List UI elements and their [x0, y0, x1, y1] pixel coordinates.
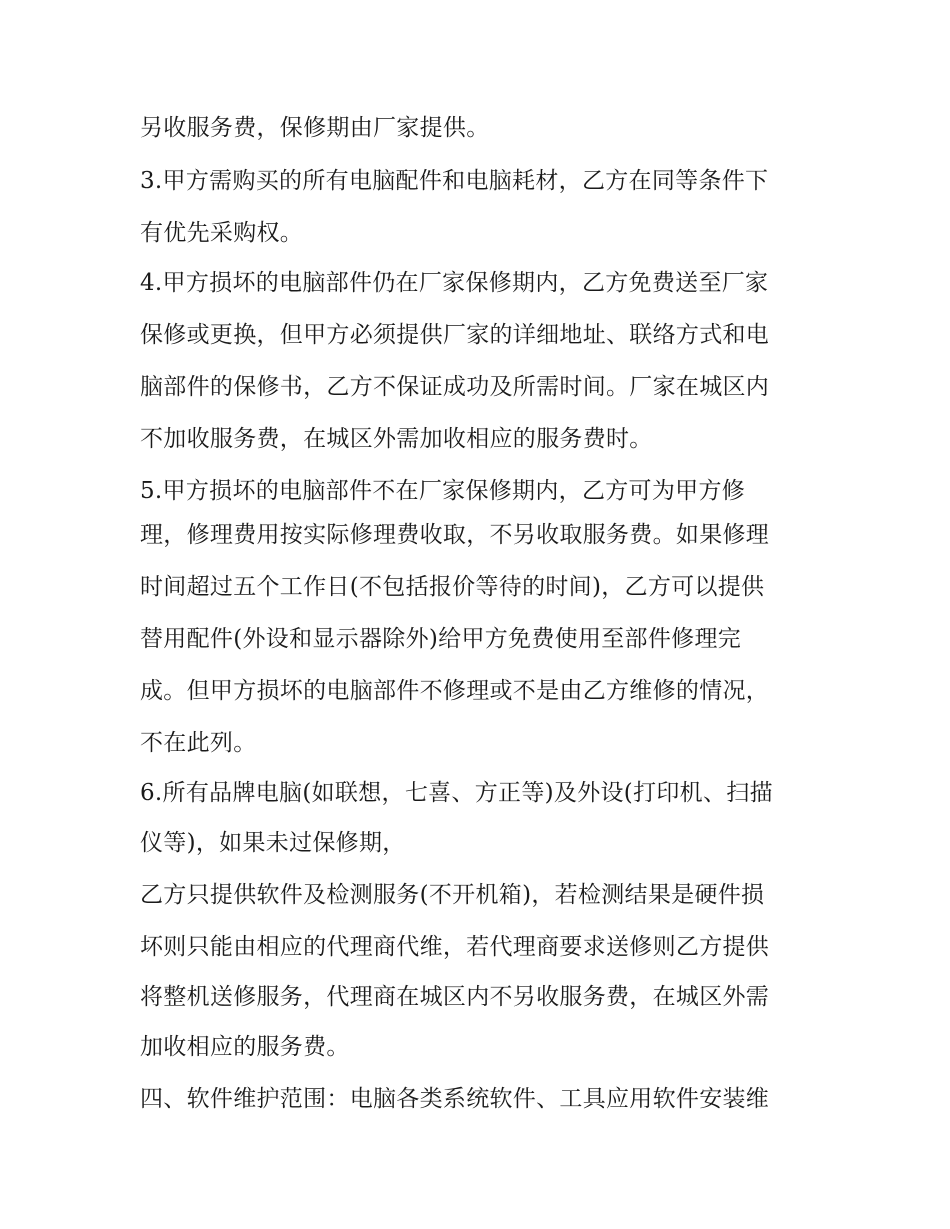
text-line: 3.甲方需购买的所有电脑配件和电脑耗材，乙方在同等条件下: [140, 168, 769, 194]
text-line: 脑部件的保修书，乙方不保证成功及所需时间。厂家在城区内: [140, 374, 770, 400]
text-line: 坏则只能由相应的代理商代维，若代理商要求送修则乙方提供: [140, 934, 770, 960]
text-line: 4.甲方损坏的电脑部件仍在厂家保修期内，乙方免费送至厂家: [140, 270, 769, 296]
text-line: 不在此列。: [140, 730, 257, 756]
text-line: 四、软件维护范围：电脑各类系统软件、工具应用软件安装维: [140, 1086, 770, 1112]
text-line: 加收相应的服务费。: [140, 1034, 350, 1060]
text-line: 有优先采购权。: [140, 220, 304, 246]
text-line: 5.甲方损坏的电脑部件不在厂家保修期内，乙方可为甲方修: [140, 478, 746, 504]
text-line: 6.所有品牌电脑(如联想，七喜、方正等)及外设(打印机、扫描: [140, 780, 773, 806]
text-line: 仪等)，如果未过保修期，: [140, 830, 406, 856]
text-line: 保修或更换，但甲方必须提供厂家的详细地址、联络方式和电: [140, 322, 770, 348]
text-line: 理，修理费用按实际修理费收取，不另收取服务费。如果修理: [140, 522, 770, 548]
text-line: 另收服务费，保修期由厂家提供。: [140, 115, 490, 141]
text-line: 时间超过五个工作日(不包括报价等待的时间)，乙方可以提供: [140, 574, 765, 600]
text-line: 替用配件(外设和显示器除外)给甲方免费使用至部件修理完: [140, 626, 742, 652]
text-line: 乙方只提供软件及检测服务(不开机箱)，若检测结果是硬件损: [140, 882, 765, 908]
text-line: 成。但甲方损坏的电脑部件不修理或不是由乙方维修的情况，: [140, 678, 770, 704]
text-line: 不加收服务费，在城区外需加收相应的服务费时。: [140, 426, 653, 452]
text-line: 将整机送修服务，代理商在城区内不另收服务费，在城区外需: [140, 984, 770, 1010]
